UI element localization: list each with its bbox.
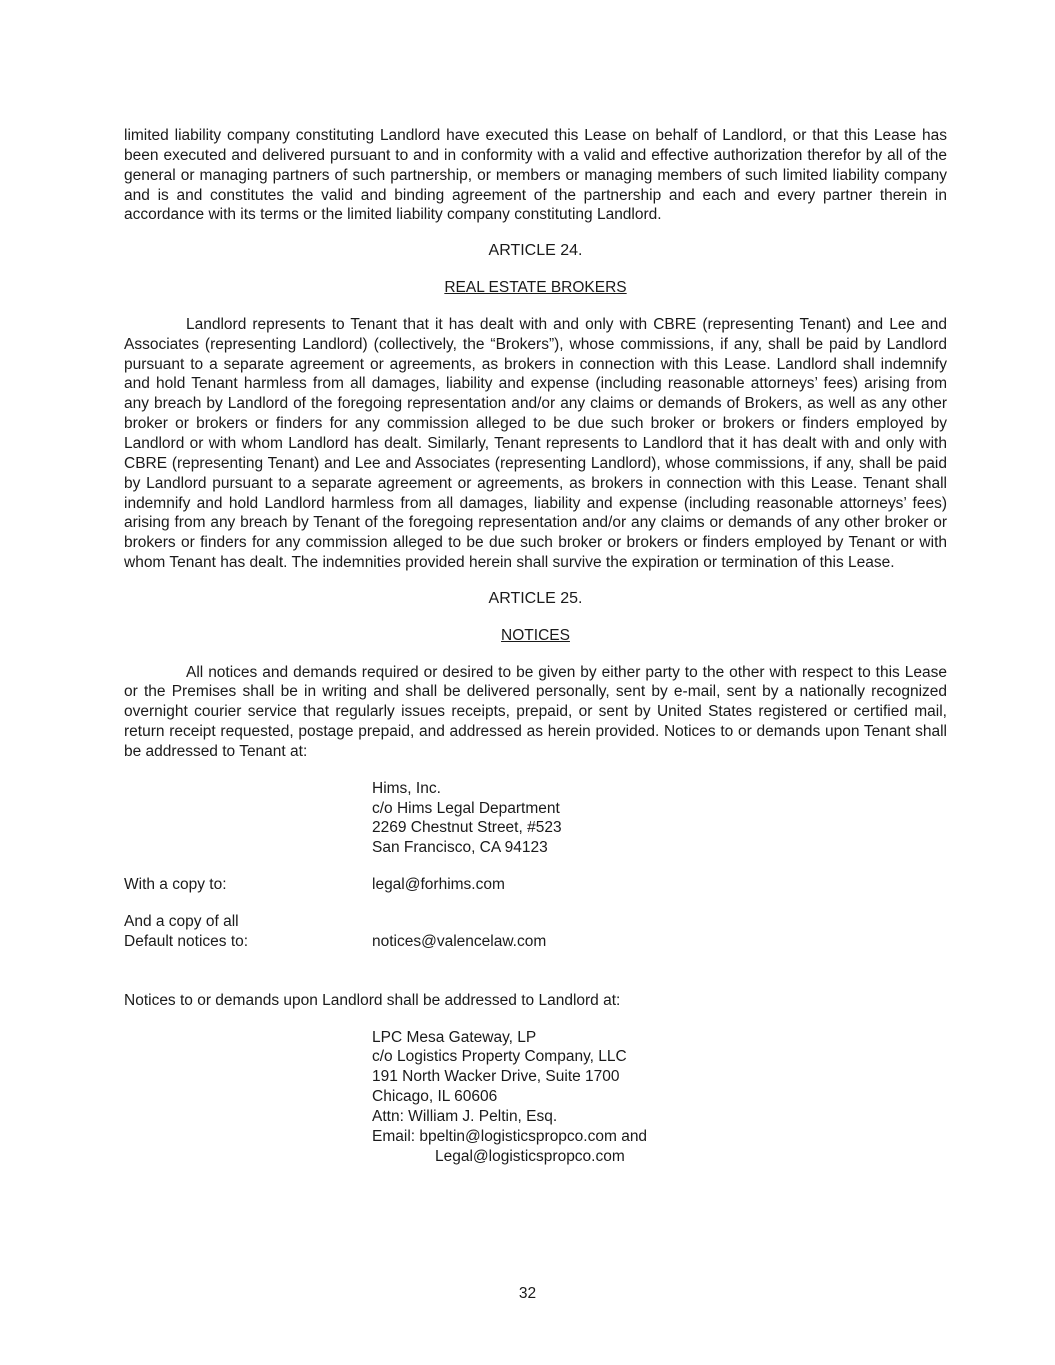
default-notices-label-line: Default notices to:: [124, 932, 249, 950]
article-24-body: Landlord represents to Tenant that it has dealt with and only with CBRE (representing Tenant) and Lee and Associates (representing Landlord) (collectively, the “Brokers”), whose commissions, if any, shall be paid by Landlord pursuant to a separate agreement or agreements, as brokers in connection with this Lease. Landlord shall indemnify and hold Tenant harmless from all damages, liability and expense (including reasonable attorneys’ fees) arising from any breach by Landlord of the foregoing representation and/or any claims or demands of Brokers, as well as any other broker or brokers or finders for any commission alleged to be due such broker or brokers or finders employed by Landlord or with whom Landlord has dealt. Similarly, Tenant represents to Landlord that it has dealt with and only with CBRE (representing Tenant) and Lee and Associates (representing Landlord), whose commissions, if any, shall be paid by Landlord pursuant to a separate agreement or agreements, as brokers in connection with this Lease. Tenant shall indemnify and hold Landlord harmless from all damages, liability and expense (including reasonable attorneys’ fees) arising from any breach by Tenant of the foregoing representation and/or any claims or demands of any other broker or brokers or finders for any commission alleged to be due such broker or brokers or finders employed by Tenant or with whom Tenant has dealt. The indemnities provided herein shall survive the expiration or termination of this Lease.: [124, 315, 947, 572]
landlord-address-line: c/o Logistics Property Company, LLC: [372, 1048, 627, 1066]
landlord-address-line: Attn: William J. Peltin, Esq.: [372, 1107, 558, 1125]
default-notices-email: notices@valencelaw.com: [372, 932, 547, 950]
copy-email: legal@forhims.com: [372, 876, 505, 894]
landlord-email-continuation: Legal@logisticspropco.com: [435, 1147, 625, 1165]
article-25-heading: ARTICLE 25.: [488, 589, 583, 607]
document-page: [124, 126, 947, 1166]
landlord-address-line: Email: bpeltin@logisticspropco.com and: [372, 1127, 648, 1145]
default-notices-label-line: And a copy of all: [124, 913, 239, 930]
landlord-address-line: 191 North Wacker Drive, Suite 1700: [372, 1068, 620, 1086]
landlord-intro: Notices to or demands upon Landlord shall be addressed to Landlord at:: [124, 991, 621, 1009]
tenant-address-line: 2269 Chestnut Street, #523: [372, 819, 562, 837]
tenant-address-block: [372, 779, 947, 858]
tenant-address-line: Hims, Inc.: [372, 779, 441, 797]
article-24-title: REAL ESTATE BROKERS: [444, 279, 627, 297]
landlord-address-line: Chicago, IL 60606: [372, 1088, 498, 1106]
default-notices-row: [124, 912, 947, 952]
article-25-body: All notices and demands required or desired to be given by either party to the other with respect to this Lease or the Premises shall be in writing and shall be delivered personally, sent by e-mail, sent by a nationally recognized overnight courier service that regularly issues receipts, prepaid, or sent by United States registered or certified mail, return receipt requested, postage prepaid, and addressed as herein provided. Notices to or demands upon Tenant shall be addressed to Tenant at:: [124, 663, 947, 760]
tenant-address-line: San Francisco, CA 94123: [372, 839, 548, 857]
landlord-address-line: LPC Mesa Gateway, LP: [372, 1028, 537, 1046]
tenant-address-line: c/o Hims Legal Department: [372, 799, 560, 817]
landlord-address-block: [372, 1028, 947, 1167]
page-number: 32: [518, 1285, 537, 1302]
default-notices-label: [124, 912, 372, 952]
copy-label: With a copy to:: [124, 876, 227, 894]
copy-row: [124, 875, 947, 895]
default-notices-value-wrap: [372, 912, 546, 952]
intro-paragraph: limited liability company constituting Landlord have executed this Lease on behalf of Landlord, or that this Lease has been executed and delivered pursuant to and in conformity with a valid and effective authorization therefor by all of the general or managing partners of such partnership, or members or managing members of such limited liability company and is and constitutes the valid and binding agreement of the partnership and each and every partner therein in accordance with its terms or the limited liability company constituting Landlord.: [124, 127, 947, 224]
article-24-heading: ARTICLE 24.: [488, 242, 583, 260]
article-25-title: NOTICES: [501, 626, 570, 644]
